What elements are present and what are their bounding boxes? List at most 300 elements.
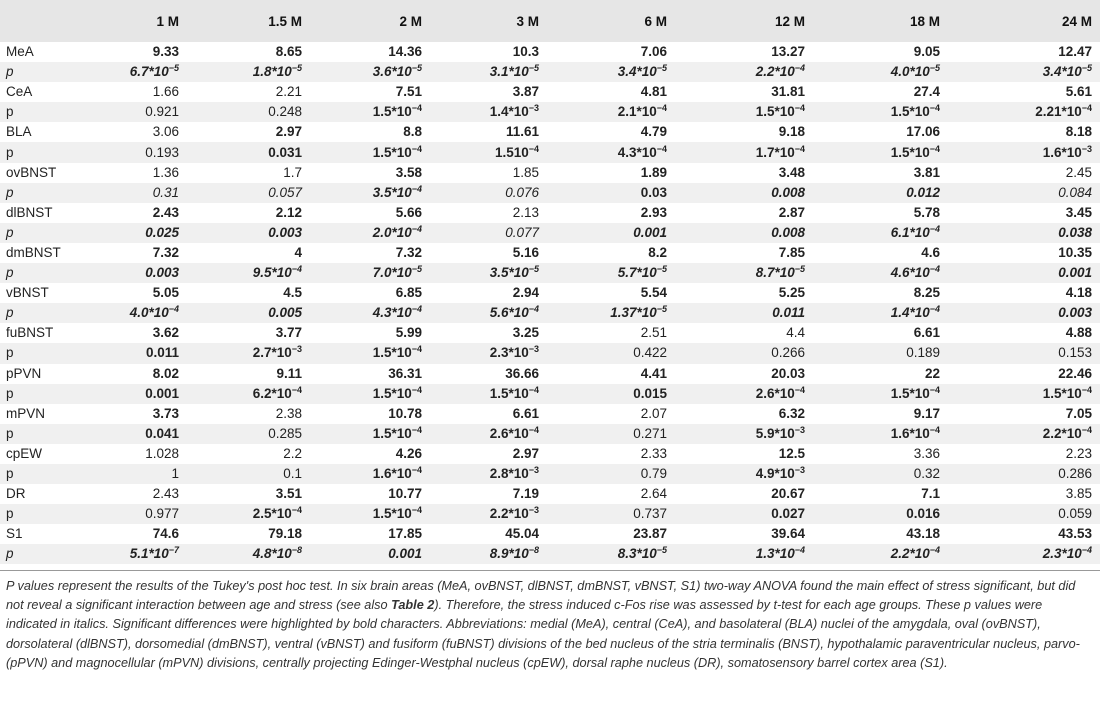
cell-value: 2.2*10 [489,506,529,522]
row-label: p [6,224,14,240]
table-cell [187,142,310,162]
table-row [0,504,1100,524]
table-cell [430,243,547,263]
table-cell [430,163,547,183]
table-cell [310,163,430,183]
cell-value: 7.32 [395,244,422,260]
cell-value: 1.6*10 [890,425,930,441]
table-cell [948,364,1100,384]
table-cell [547,444,675,464]
cell-value: 0.003 [1058,305,1092,321]
cell-exponent: −5 [168,63,179,74]
cell-value: 3.73 [152,405,179,421]
cell-value: 0.038 [1058,224,1092,240]
cell-value: 0.001 [388,546,422,562]
table-cell [948,444,1100,464]
cell-value: 2.3*10 [1042,546,1082,562]
row-label: MeA [6,44,34,60]
cell-value: 22.46 [1058,365,1092,381]
table-cell [430,524,547,544]
table-cell [102,183,187,203]
table-cell [187,163,310,183]
cell-value: 2.0*10 [372,224,412,240]
table-cell [310,42,430,62]
cell-value: 1.5*10 [372,144,412,160]
cell-value: 2.2 [283,445,302,461]
cell-value: 1.510 [494,144,529,160]
cell-value: 0.189 [906,345,940,361]
cell-exponent: −4 [794,384,805,395]
cell-value: 0.016 [906,506,940,522]
table-cell [102,283,187,303]
cell-exponent: −5 [656,63,667,74]
cell-value: 7.51 [395,84,422,100]
table-cell [102,323,187,343]
cell-exponent: −4 [794,143,805,154]
table-cell [547,323,675,343]
table-cell [813,303,948,323]
cell-value: 2.6*10 [755,385,795,401]
cell-value: 79.18 [268,526,302,542]
cell-value: 6.7*10 [129,64,169,80]
table-cell [430,62,547,82]
cell-value: 0.422 [633,345,667,361]
table-cell [547,424,675,444]
table-cell [675,183,813,203]
table-cell [675,323,813,343]
table-cell [310,424,430,444]
table-cell [102,122,187,142]
cell-value: 10.78 [388,405,422,421]
cell-value: 2.21 [275,84,302,100]
table-cell [675,163,813,183]
table-cell [310,343,430,363]
table-cell [547,283,675,303]
cell-exponent: −4 [411,183,422,194]
cell-exponent: −5 [528,63,539,74]
cell-value: 2.97 [275,124,302,140]
cell-value: 2.87 [778,204,805,220]
table-row [0,323,1100,343]
table-cell [187,524,310,544]
row-label: p [6,546,14,562]
cell-exponent: −4 [528,384,539,395]
table-cell [948,343,1100,363]
cell-value: 10.35 [1058,244,1092,260]
table-cell [310,263,430,283]
table-cell [547,263,675,283]
cell-value: 0.32 [913,466,940,482]
cell-value: 3.25 [512,325,539,341]
cell-value: 0.027 [771,506,805,522]
cell-value: 9.18 [778,124,805,140]
cell-exponent: −4 [794,103,805,114]
cell-value: 2.93 [640,204,667,220]
table-cell [813,424,948,444]
table-cell [948,163,1100,183]
table-cell [675,343,813,363]
cell-exponent: −5 [411,63,422,74]
table-cell [948,62,1100,82]
table-cell [187,424,310,444]
cell-value: 17.85 [388,526,422,542]
table-cell [948,524,1100,544]
table-cell [430,424,547,444]
cell-value: 8.2 [648,244,667,260]
cell-value: 1.5*10 [372,385,412,401]
table-cell [102,484,187,504]
cell-value: 2.23 [1065,445,1092,461]
cell-value: 3.81 [913,164,940,180]
table-cell [187,504,310,524]
cell-exponent: −4 [656,103,667,114]
cell-exponent: −4 [528,424,539,435]
row-label: DR [6,486,26,502]
cell-value: 0.057 [268,184,302,200]
cell-value: 2.07 [640,405,667,421]
row-label: pPVN [6,365,42,381]
cell-value: 20.67 [771,486,805,502]
table-row [0,183,1100,203]
cell-value: 8.7*10 [755,265,795,281]
table-cell [547,183,675,203]
table-cell [187,62,310,82]
table-cell [187,82,310,102]
footnote-table-ref[interactable]: Table 2 [391,598,435,613]
table-cell [547,82,675,102]
cell-exponent: −8 [291,545,302,556]
cell-value: 2.94 [512,285,539,301]
cell-value: 3.58 [395,164,422,180]
cell-exponent: −4 [929,264,940,275]
table-row [0,484,1100,504]
cell-value: 8.8 [403,124,422,140]
table-cell [310,203,430,223]
table-cell [310,82,430,102]
table-cell [675,122,813,142]
header-row [0,0,1100,42]
cell-value: 2.43 [152,204,179,220]
cell-value: 0.193 [145,144,179,160]
table-cell [675,223,813,243]
cell-value: 4 [294,244,302,260]
cell-value: 4.6 [921,244,940,260]
table-cell [310,142,430,162]
cell-value: 43.18 [906,526,940,542]
cell-value: 3.62 [152,325,179,341]
cell-value: 1.5*10 [372,104,412,120]
cell-value: 0.977 [145,506,179,522]
cell-exponent: −4 [1081,384,1092,395]
table-cell [430,444,547,464]
table-cell [102,424,187,444]
cell-value: 0.03 [640,184,667,200]
table-row [0,142,1100,162]
table-row [0,544,1100,564]
cell-exponent: −4 [411,143,422,154]
cell-value: 1.5*10 [489,385,529,401]
cell-value: 7.06 [640,44,667,60]
table-cell [948,303,1100,323]
table-cell [813,163,948,183]
column-header: 18 M [909,13,940,29]
cell-value: 20.03 [771,365,805,381]
table-cell [187,263,310,283]
table-cell [948,102,1100,122]
footnote-text-part2: ). Therefore, the stress induced c-Fos rise was assessed by t-test for each age groups. These p values were indicated in italics. Significant differences were highlighted by bold characters. Abbreviations: medial (MeA), central (CeA), and basolateral (BLA) nuclei of the amygdala, oval (ovBNST), dorsolateral (dlBNST), dorsomedial (dmBNST), ventral (vBNST) and fusiform (fuBNST) divisions of the bed nucleus of the stria terminalis (BNST), hypothalamic paraventricular nucleus, parvo- (pPVN) and magnocellular (mPVN) divisions, centrally projecting Edinger-Westphal nucleus (cpEW), dorsal raphe nucleus (DR), somatosensory barrel cortex area (S1). [6,598,1080,670]
cell-exponent: −4 [656,143,667,154]
table-cell [948,203,1100,223]
table-row [0,42,1100,62]
column-header: 24 M [1061,13,1092,29]
table-cell [813,544,948,564]
cell-value: 2.64 [640,486,667,502]
cell-value: 1.5*10 [890,104,930,120]
cell-value: 1.66 [152,84,179,100]
table-cell [430,183,547,203]
cell-value: 7.05 [1065,405,1092,421]
cell-value: 4.88 [1065,325,1092,341]
cell-exponent: −4 [929,103,940,114]
table-row [0,384,1100,404]
cell-value: 8.18 [1065,124,1092,140]
cell-value: 23.87 [633,526,667,542]
cell-exponent: −3 [291,344,302,355]
table-cell [310,102,430,122]
cell-value: 0.076 [505,184,539,200]
cell-value: 1.5*10 [755,104,795,120]
cell-value: 4.3*10 [372,305,412,321]
cell-exponent: −5 [794,264,805,275]
table-row [0,263,1100,283]
cell-value: 4.26 [395,445,422,461]
cell-value: 6.32 [778,405,805,421]
cell-exponent: −5 [528,264,539,275]
cell-value: 5.54 [640,285,667,301]
cell-value: 10.77 [388,486,422,502]
cell-exponent: −3 [794,424,805,435]
cell-value: 3.48 [778,164,805,180]
table-cell [813,384,948,404]
cell-value: 0.248 [268,104,302,120]
table-cell [547,504,675,524]
cell-exponent: −3 [1081,143,1092,154]
cell-value: 6.1*10 [890,224,930,240]
table-cell [675,42,813,62]
table-cell [547,42,675,62]
cell-value: 1.3*10 [755,546,795,562]
cell-exponent: −8 [528,545,539,556]
table-cell [675,464,813,484]
table-cell [948,263,1100,283]
cell-value: 43.53 [1058,526,1092,542]
row-label: p [6,144,14,160]
cell-value: 1.028 [145,445,179,461]
column-header: 1.5 M [268,13,302,29]
table-cell [675,243,813,263]
cell-value: 1 [171,466,179,482]
table-cell [948,404,1100,424]
cell-exponent: −4 [1081,424,1092,435]
table-cell [102,364,187,384]
table-cell [430,323,547,343]
cell-value: 0.059 [1058,506,1092,522]
table-cell [813,404,948,424]
table-cell [813,484,948,504]
table-cell [310,243,430,263]
cell-exponent: −4 [929,545,940,556]
table-cell [675,424,813,444]
cell-value: 4.0*10 [890,64,930,80]
cell-value: 2.7*10 [252,345,292,361]
cell-value: 4.4 [786,325,805,341]
table-cell [310,122,430,142]
row-label: fuBNST [6,325,54,341]
table-cell [187,283,310,303]
cell-value: 6.2*10 [252,385,292,401]
cell-exponent: −5 [411,264,422,275]
cell-exponent: −5 [656,545,667,556]
table-cell [102,42,187,62]
table-cell [187,122,310,142]
cell-exponent: −4 [291,264,302,275]
cell-value: 2.13 [512,204,539,220]
table-cell [948,122,1100,142]
cell-exponent: −5 [291,63,302,74]
table-cell [187,364,310,384]
table-cell [310,62,430,82]
cell-exponent: −7 [168,545,179,556]
cell-value: 2.33 [640,445,667,461]
column-header: 12 M [774,13,805,29]
cell-value: 7.32 [152,244,179,260]
cell-value: 3.1*10 [489,64,529,80]
cell-value: 1.37*10 [610,305,657,321]
table-cell [102,524,187,544]
cell-value: 3.77 [275,325,302,341]
table-cell [102,343,187,363]
row-label: p [6,425,14,441]
table-cell [102,223,187,243]
cell-value: 0.737 [633,506,667,522]
cell-value: 3.36 [913,445,940,461]
column-header: 2 M [399,13,422,29]
cell-value: 74.6 [152,526,179,542]
cell-value: 1.5*10 [890,144,930,160]
table-cell [187,102,310,122]
table-row [0,223,1100,243]
cell-value: 0.79 [640,466,667,482]
table-cell [675,102,813,122]
table-cell [948,384,1100,404]
cell-value: 39.64 [771,526,805,542]
cell-exponent: −4 [411,344,422,355]
table-cell [813,343,948,363]
table-row [0,343,1100,363]
table-cell [187,303,310,323]
row-label: dmBNST [6,244,61,260]
row-label: p [6,506,14,522]
table-cell [310,384,430,404]
cell-value: 5.05 [152,285,179,301]
table-cell [547,122,675,142]
table-cell [310,404,430,424]
cell-value: 3.5*10 [489,265,529,281]
cell-value: 1.85 [512,164,539,180]
cell-exponent: −4 [411,465,422,476]
table-cell [675,263,813,283]
table-cell [813,504,948,524]
table-cell [430,464,547,484]
row-label: ovBNST [6,164,57,180]
cell-value: 2.38 [275,405,302,421]
table-cell [675,544,813,564]
table-cell [948,424,1100,444]
table-cell [430,42,547,62]
table-cell [430,203,547,223]
cell-value: 4.9*10 [755,466,795,482]
column-header: 6 M [644,13,667,29]
table-cell [310,283,430,303]
table-cell [102,504,187,524]
row-label: vBNST [6,285,49,301]
table-row [0,524,1100,544]
cell-value: 6.61 [512,405,539,421]
cell-value: 2.8*10 [489,466,529,482]
table-cell [547,404,675,424]
cell-exponent: −4 [528,304,539,315]
footnote-text-part1: P values represent the results of the Tukey's post hoc test. In six brain areas (MeA, ovBNST, dlBNST, dmBNST, vBNST, S1) two-way ANOVA found the main effect of stress significant, but did not reveal a significant interaction between age and stress (see also [6,579,1076,613]
table-cell [675,384,813,404]
row-label: S1 [6,526,23,542]
cell-exponent: −3 [528,465,539,476]
cell-value: 4.6*10 [890,265,930,281]
row-label: BLA [6,124,32,140]
cell-value: 0.31 [152,184,179,200]
table-row [0,102,1100,122]
cell-value: 2.45 [1065,164,1092,180]
cell-value: 5.78 [913,204,940,220]
cell-value: 14.36 [388,44,422,60]
cell-value: 10.3 [512,44,539,60]
cell-value: 6.61 [913,325,940,341]
cell-value: 5.7*10 [617,265,657,281]
cell-exponent: −4 [528,143,539,154]
cell-exponent: −4 [1081,545,1092,556]
cell-value: 2.6*10 [489,425,529,441]
table-cell [310,484,430,504]
cell-value: 1.4*10 [489,104,529,120]
cell-value: 7.0*10 [372,265,412,281]
cell-value: 9.5*10 [252,265,292,281]
table-cell [187,343,310,363]
table-row [0,163,1100,183]
cell-value: 5.1*10 [129,546,169,562]
table-cell [430,283,547,303]
cell-value: 8.65 [275,44,302,60]
table-cell [948,323,1100,343]
cell-value: 8.9*10 [489,546,529,562]
cell-value: 4.18 [1065,285,1092,301]
cell-value: 2.97 [512,445,539,461]
cell-value: 2.2*10 [755,64,795,80]
table-cell [102,243,187,263]
table-cell [547,142,675,162]
table-cell [813,263,948,283]
cell-exponent: −4 [291,505,302,516]
table-cell [675,444,813,464]
table-cell [430,544,547,564]
